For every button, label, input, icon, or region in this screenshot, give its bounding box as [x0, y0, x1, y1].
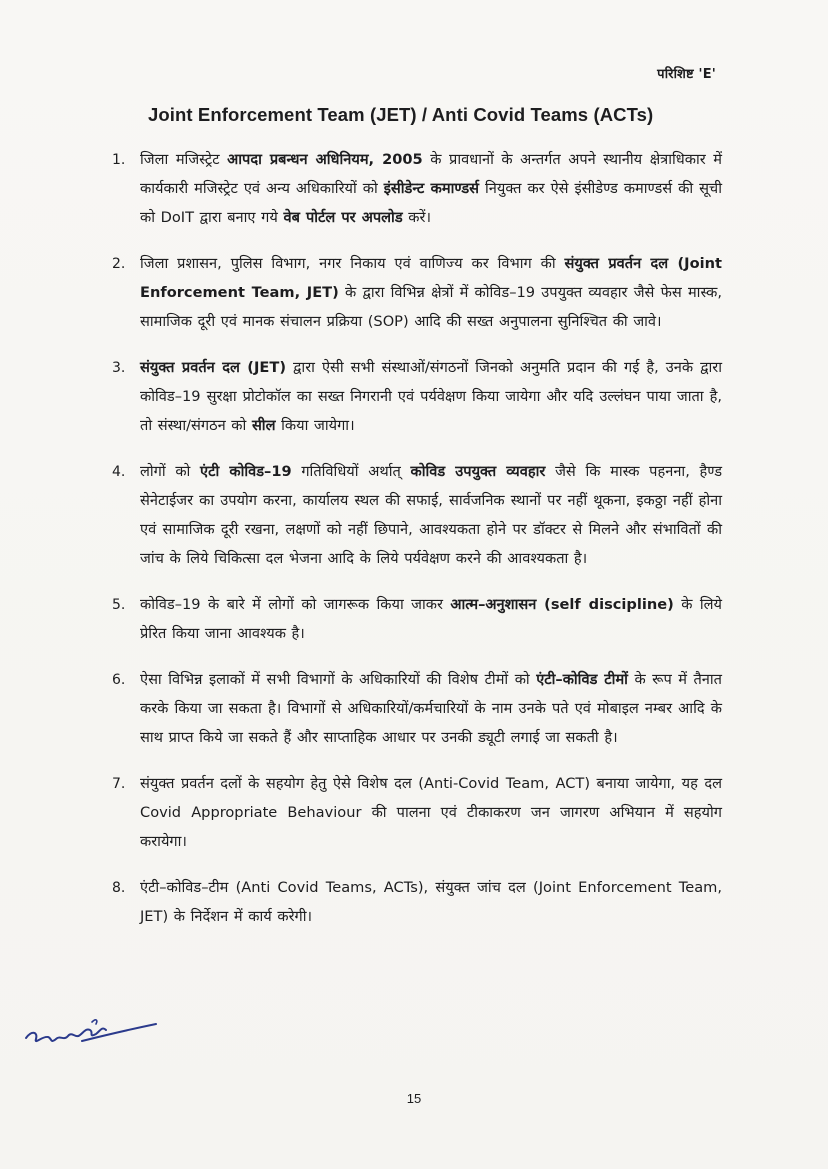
bold-text-segment: संयुक्त प्रवर्तन दल (Joint Enforcement Team, JET)	[140, 255, 722, 301]
text-segment: करें।	[402, 209, 432, 226]
text-segment: के द्वारा विभिन्न क्षेत्रों में कोविड–19 उपयुक्त व्यवहार जैसे फेस मास्क, सामाजिक दूरी एवं मानक संचालन प्रक्रिया (SOP) आदि की सख्त अनुपालना सुनिश्चित की जावे।	[140, 284, 722, 330]
text-segment: के रूप में तैनात करके किया जा सकता है। विभागों से अधिकारियों/कर्मचारियों के नाम उनके पते एवं मोबाइल नम्बर आदि के साथ प्राप्त किये जा सकते हैं और साप्ताहिक आधार पर उनकी ड्यूटी लगाई जा सकती है।	[140, 671, 722, 746]
bold-text-segment: वेब पोर्टल पर अपलोड	[283, 209, 403, 226]
text-segment: गतिविधियों अर्थात्	[291, 463, 411, 480]
item-number: 7.	[112, 776, 126, 792]
list-item	[112, 769, 722, 856]
list-item	[112, 145, 722, 232]
item-text	[140, 590, 722, 648]
bold-text-segment: आपदा प्रबन्धन अधिनियम, 2005	[227, 151, 423, 168]
bold-text-segment: इंसीडेन्ट कमाण्डर्स	[383, 180, 480, 197]
list-item	[112, 873, 722, 931]
instruction-list	[112, 145, 722, 948]
item-text	[140, 353, 722, 440]
item-number: 1.	[112, 152, 126, 168]
bold-text-segment: संयुक्त प्रवर्तन दल (JET)	[140, 359, 287, 376]
list-item	[112, 590, 722, 648]
text-segment: जिला मजिस्ट्रेट	[140, 151, 228, 168]
text-segment: जिला प्रशासन, पुलिस विभाग, नगर निकाय एवं वाणिज्य कर विभाग की	[140, 255, 565, 272]
item-number: 3.	[112, 360, 126, 376]
item-number: 8.	[112, 880, 126, 896]
text-segment: किया जायेगा।	[275, 417, 355, 434]
text-segment: ऐसा विभिन्न इलाकों में सभी विभागों के अधिकारियों की विशेष टीमों को	[140, 671, 537, 688]
item-text	[140, 145, 722, 232]
item-text	[140, 769, 722, 856]
text-segment: कोविड–19 के बारे में लोगों को जागरूक किया जाकर	[140, 596, 451, 613]
text-segment: के लिये प्रेरित किया जाना आवश्यक है।	[140, 596, 723, 642]
list-item	[112, 353, 722, 440]
bold-text-segment: एंटी कोविड–19	[200, 463, 292, 480]
item-number: 2.	[112, 256, 126, 272]
text-segment: द्वारा ऐसी सभी संस्थाओं/संगठनों जिनको अनुमति प्रदान की गई है, उनके द्वारा कोविड–19 सुरक्षा प्रोटोकॉल का सख्त निगरानी एवं पर्यवेक्षण किया जायेगा और यदि उल्लंघन पाया जाता है, तो संस्था/संगठन को	[140, 359, 722, 434]
list-item	[112, 457, 722, 573]
document-title: Joint Enforcement Team (JET) / Anti Covid Teams (ACTs)	[148, 104, 654, 125]
item-number: 6.	[112, 672, 126, 688]
text-segment: लोगों को	[140, 463, 201, 480]
bold-text-segment: एंटी–कोविड टीमों	[536, 671, 628, 688]
signature-icon	[22, 1008, 162, 1054]
text-segment: के प्रावधानों के अन्तर्गत अपने स्थानीय क्षेत्राधिकार में कार्यकारी मजिस्ट्रेट एवं अन्य अधिकारियों को	[140, 151, 722, 197]
bold-text-segment: कोविड उपयुक्त व्यवहार	[410, 463, 546, 480]
item-text	[140, 873, 722, 931]
text-segment: संयुक्त प्रवर्तन दलों के सहयोग हेतु ऐसे विशेष दल (Anti-Covid Team, ACT) बनाया जायेगा, यह दल Covid Appropriate Behaviour की पालना एवं टीकाकरण जन जागरण अभियान में सहयोग करायेगा।	[140, 775, 722, 850]
item-text	[140, 249, 722, 336]
list-item	[112, 249, 722, 336]
bold-text-segment: सील	[251, 417, 276, 434]
appendix-label: परिशिष्ट 'E'	[657, 67, 716, 82]
item-number: 5.	[112, 597, 126, 613]
text-segment: जैसे कि मास्क पहनना, हैण्ड सेनेटाईजर का उपयोग करना, कार्यालय स्थल की सफाई, सार्वजनिक स्थानों पर नहीं थूकना, इकठ्ठा नहीं होना एवं सामाजिक दूरी रखना, लक्षणों को नहीं छिपाने, आवश्यकता होने पर डॉक्टर से मिलने और संभावितों की जांच के लिये चिकित्सा दल भेजना आदि के लिये पर्यवेक्षण करने की आवश्यकता है।	[140, 463, 723, 567]
page-number: 15	[406, 1091, 422, 1106]
text-segment: नियुक्त कर ऐसे इंसीडेण्ड कमाण्डर्स की सूची को DoIT द्वारा बनाए गये	[140, 180, 722, 226]
bold-text-segment: आत्म–अनुशासन (self discipline)	[450, 596, 674, 613]
item-number: 4.	[112, 464, 126, 480]
list-item	[112, 665, 722, 752]
text-segment: एंटी–कोविड–टीम (Anti Covid Teams, ACTs), संयुक्त जांच दल (Joint Enforcement Team, JET) के निर्देशन में कार्य करेगी।	[140, 879, 722, 925]
item-text	[140, 665, 722, 752]
item-text	[140, 457, 722, 573]
